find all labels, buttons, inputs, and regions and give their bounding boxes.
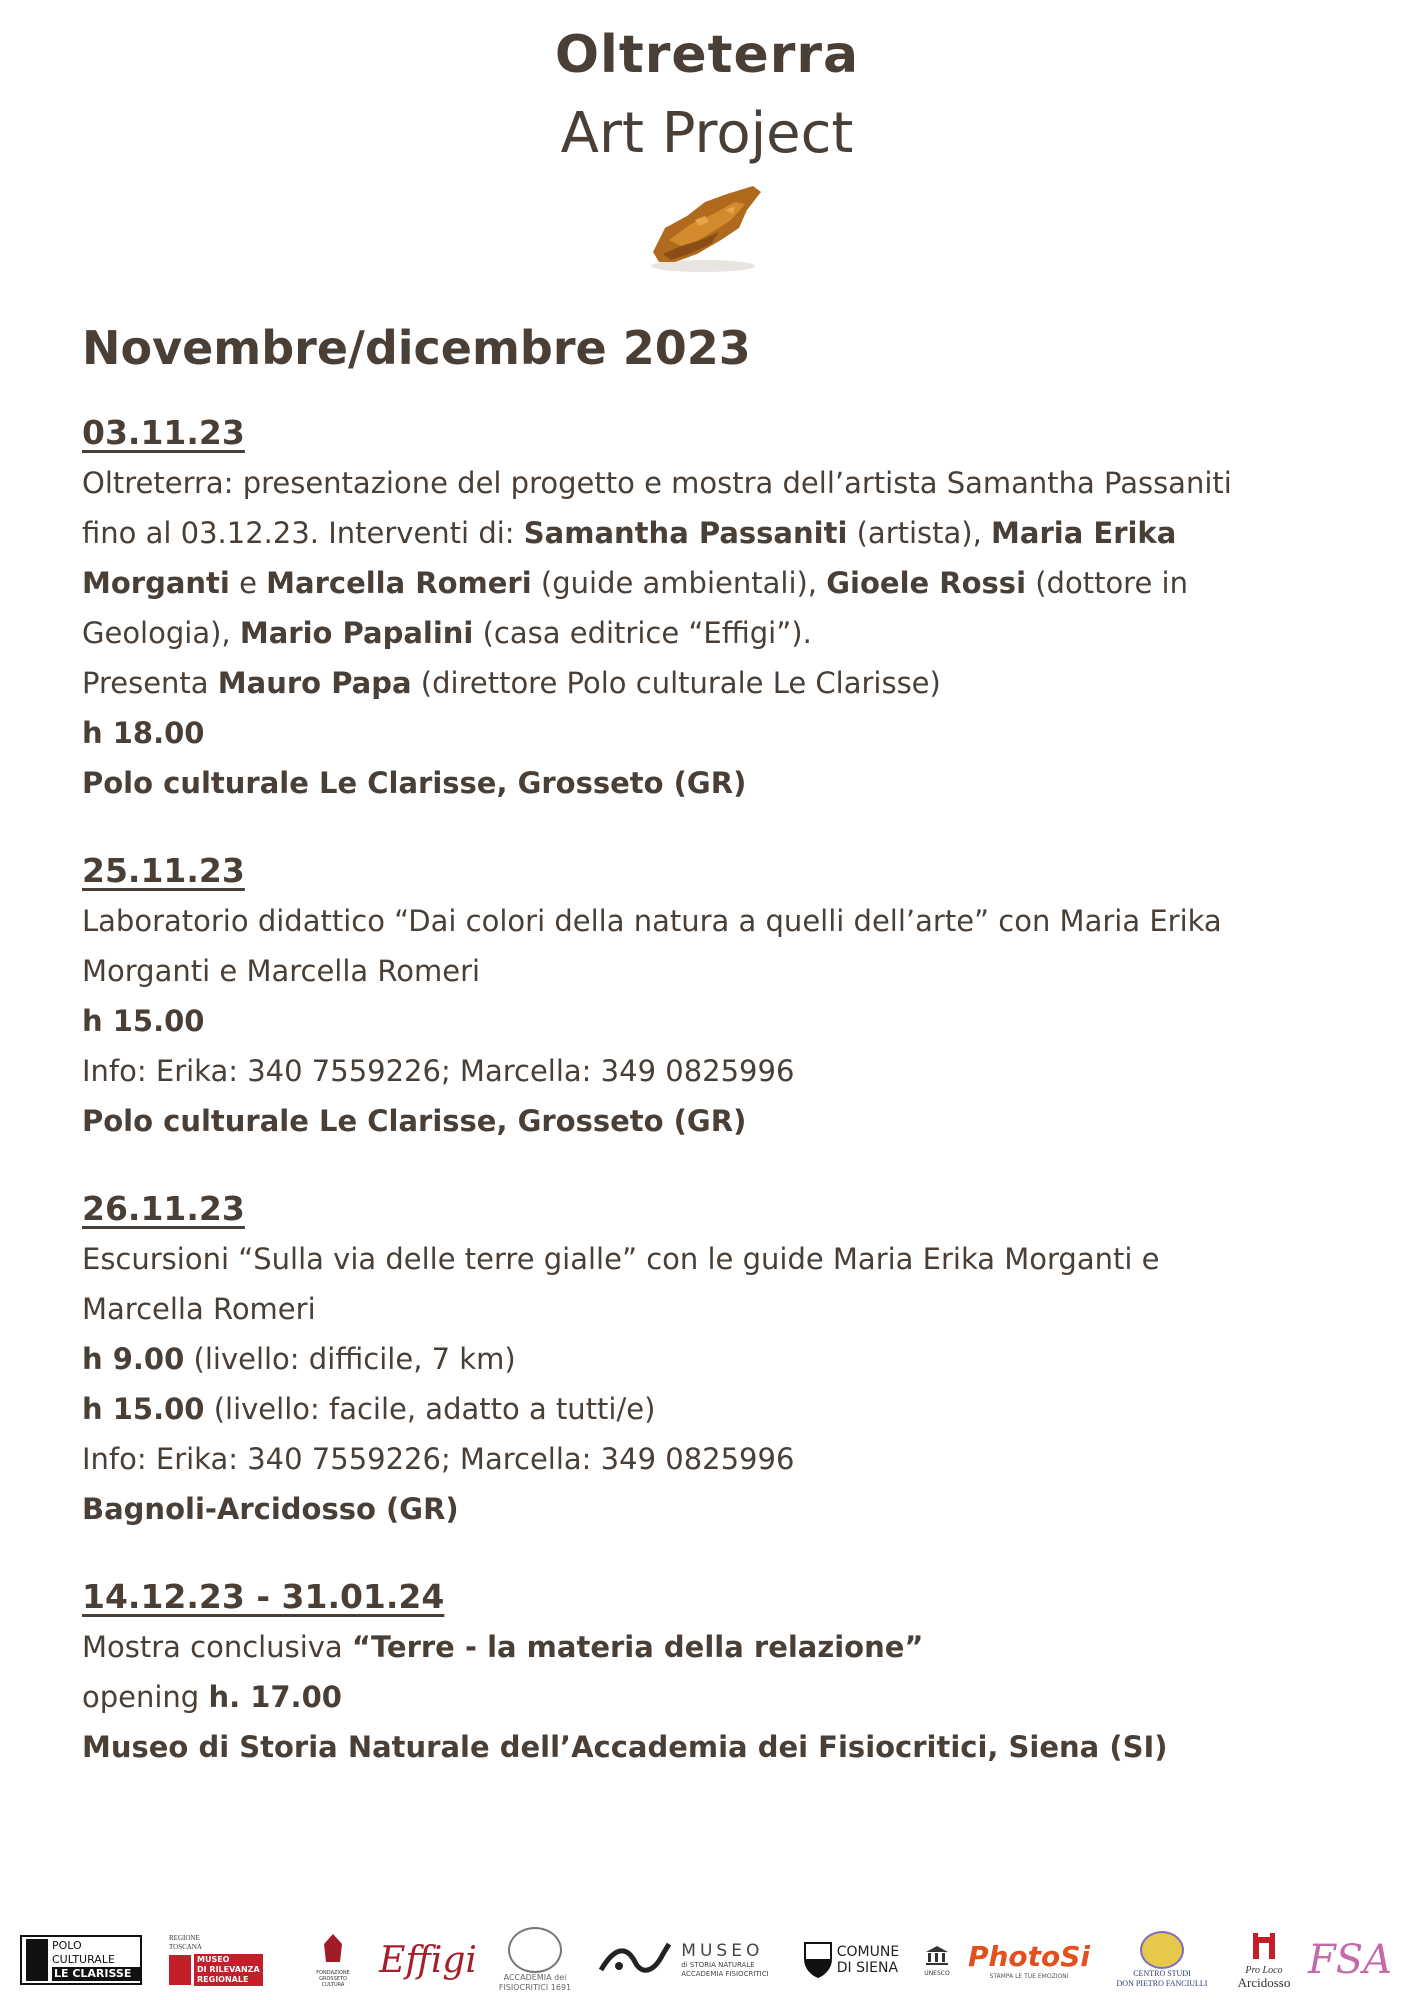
logo-unesco: UNESCO [914,1925,960,1995]
event-time: h 18.00 [82,716,205,750]
event-description: Oltreterra: presentazione del progetto e mostra dell’artista Samantha Passaniti [82,466,1232,500]
event-description: Morganti e Marcella Romeri [82,954,481,988]
speaker-name: Gioele Rossi [826,566,1027,600]
event-location: Polo culturale Le Clarisse, Grosseto (GR) [82,766,747,800]
logo-accademia-fisiocritici: ACCADEMIA dei FISIOCRITICI 1691 [490,1925,580,1995]
logo-centro-studi: CENTRO STUDI DON PIETRO FANCIULLI [1110,1925,1214,1995]
unesco-temple-icon [924,1944,950,1966]
event-info: Info: Erika: 340 7559226; Marcella: 349 0825996 [82,1442,795,1476]
museo-wave-icon [597,1940,677,1980]
event-description: Marcella Romeri [82,1292,316,1326]
logo-polo-clarisse: POLO CULTURALE LE CLARISSE [20,1925,142,1995]
event-description: fino al 03.12.23. Interventi di: Samantha Passaniti (artista), Maria Erika [82,516,1177,550]
program-content [82,318,1342,1810]
event-item [82,846,1342,1146]
event-time: h 15.00 (livello: facile, adatto a tutti/e) [82,1392,656,1426]
logo-photosi: PhotoSi STAMPA LE TUE EMOZIONI [967,1939,1091,1980]
logo-effigi: Effigi [379,1939,477,1981]
event-date: 26.11.23 [82,1189,245,1228]
event-location: Polo culturale Le Clarisse, Grosseto (GR) [82,1104,747,1138]
event-date: 25.11.23 [82,851,245,890]
sponsor-logos [0,1925,1414,1995]
page-title: Oltreterra [554,25,860,85]
presenter-name: Mauro Papa [217,666,412,700]
pro-loco-castle-icon [1249,1931,1279,1961]
page-subtitle: Art Project [560,101,854,166]
event-location: Museo di Storia Naturale dell’Accademia dei Fisiocritici, Siena (SI) [82,1730,1168,1764]
event-description: Mostra conclusiva “Terre - la materia della relazione” [82,1630,924,1664]
event-time: h 15.00 [82,1004,205,1038]
speaker-name: Morganti [82,566,230,600]
siena-shield-icon [803,1941,833,1979]
speaker-name: Marcella Romeri [266,566,532,600]
ochre-rock-image [635,180,775,280]
fondazione-emblem-icon [320,1932,346,1966]
event-date: 14.12.23 - 31.01.24 [82,1577,445,1616]
event-item [82,1184,1342,1534]
event-item [82,1572,1342,1772]
logo-regione-toscana: REGIONE TOSCANA MUSEO DI RILEVANZA REGIONALE [168,1925,282,1995]
speaker-name: Mario Papalini [239,616,474,650]
event-time: h 9.00 (livello: difficile, 7 km) [82,1342,516,1376]
event-description: Escursioni “Sulla via delle terre gialle” con le guide Maria Erika Morganti e [82,1242,1160,1276]
logo-museo-storia-naturale: MUSEO di STORIA NATURALE ACCADEMIA FISIOCRITICI [594,1925,772,1995]
event-description: Geologia), Mario Papalini (casa editrice “Effigi”). [82,616,812,650]
event-date: 03.11.23 [82,413,245,452]
speaker-name: Samantha Passaniti [523,516,848,550]
month-heading: Novembre/dicembre 2023 [82,321,751,375]
page-header [0,20,1414,174]
logo-fondazione-grosseto: FONDAZIONE GROSSETO CULTURA [308,1925,358,1995]
speaker-name: Maria Erika [991,516,1177,550]
event-presenter: Presenta Mauro Papa (direttore Polo culturale Le Clarisse) [82,666,941,700]
event-info: Info: Erika: 340 7559226; Marcella: 349 0825996 [82,1054,795,1088]
event-description: Morganti e Marcella Romeri (guide ambientali), Gioele Rossi (dottore in [82,566,1188,600]
logo-pro-loco-arcidosso: Pro Loco Arcidosso [1226,1925,1302,1995]
event-location: Bagnoli-Arcidosso (GR) [82,1492,459,1526]
exhibition-title: “Terre - la materia della relazione” [351,1630,924,1664]
event-opening: opening h. 17.00 [82,1680,342,1714]
event-item [82,408,1342,808]
logo-fsa: FSA [1307,1937,1393,1983]
logo-comune-siena: COMUNE DI SIENA [796,1925,906,1995]
event-description: Laboratorio didattico “Dai colori della natura a quelli dell’arte” con Maria Erika [82,904,1222,938]
